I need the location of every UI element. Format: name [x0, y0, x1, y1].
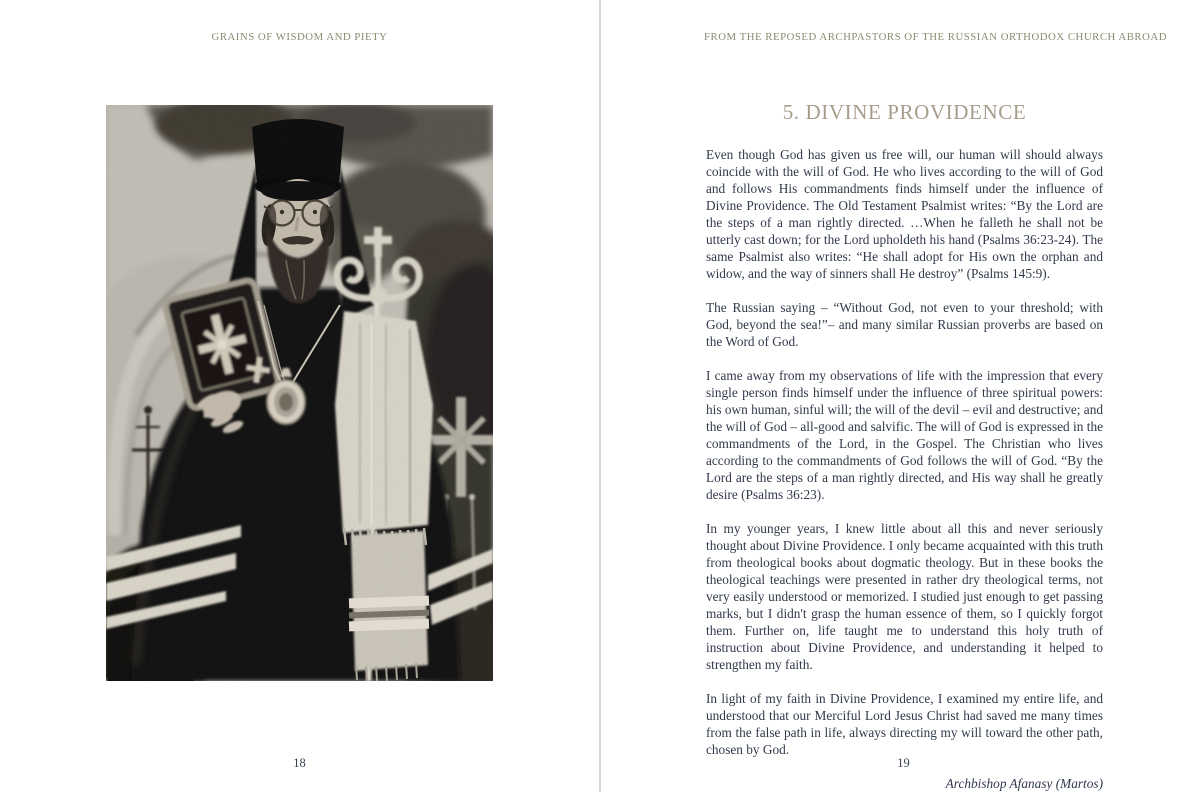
- bishop-photo: [106, 105, 493, 681]
- right-running-head: FROM THE REPOSED ARCHPASTORS OF THE RUSSIAN ORTHODOX CHURCH ABROAD: [704, 31, 1168, 43]
- chapter-paragraph: In my younger years, I knew little about all this and never seriously thought about Divine Providence. I only became acquainted with this truth from theological books about dogmatic theology. But in these books the theological teachings were presented in rather dry theological terms, not very easily understood or memorized. I studied just enough to get passing marks, but I didn't grasp the human essence of them, so I quickly forgot them. Further on, life taught me to understand this holy truth of instruction about Divine Providence, and understanding it helped to strengthen my faith.: [706, 521, 1103, 672]
- chapter-paragraph: In light of my faith in Divine Providence, I examined my entire life, and understood that our Merciful Lord Jesus Christ had saved me many times from the false path in life, always directing my will toward the other path, chosen by God.: [706, 691, 1103, 757]
- page-gutter-divider: [599, 0, 601, 792]
- chapter-text-column: [706, 100, 1103, 792]
- author-attribution: Archbishop Afanasy (Martos): [945, 776, 1103, 791]
- chapter-paragraph: Even though God has given us free will, our human will should always coincide with the will of God. He who lives according to the will of God and follows His commandments finds himself under the influence of Divine Providence. The Old Testament Psalmist writes: “By the Lord are the steps of a man rightly directed. …When he falleth he shall not be utterly cast down; for the Lord upholdeth his hand (Psalms 36:23-24). The same Psalmist also writes: “He shall adopt for His own the orphan and widow, and the way of sinners shall He destroy” (Psalms 145:9).: [706, 147, 1103, 281]
- chapter-paragraph: The Russian saying – “Without God, not even to your threshold; with God, beyond the sea!”– and many similar Russian proverbs are based on the Word of God.: [706, 300, 1103, 349]
- right-page-number: 19: [897, 756, 910, 770]
- chapter-paragraph: I came away from my observations of life with the impression that every single person finds himself under the influence of three spiritual powers: his own human, sinful will; the will of the devil – evil and destructive; and the will of God – all-good and salvific. The will of God is expressed in the commandments of the Lord, in the Gospel. The Christian who lives according to the commandments of God follows the will of God. “By the Lord are the steps of a man rightly directed, and His way shall he greatly desire (Psalms 36:23).: [706, 368, 1103, 502]
- bishop-photo-illustration: [106, 105, 493, 681]
- chapter-title: 5. DIVINE PROVIDENCE: [782, 100, 1027, 124]
- left-running-head: GRAINS OF WISDOM AND PIETY: [211, 31, 388, 43]
- left-page-number: 18: [293, 756, 306, 770]
